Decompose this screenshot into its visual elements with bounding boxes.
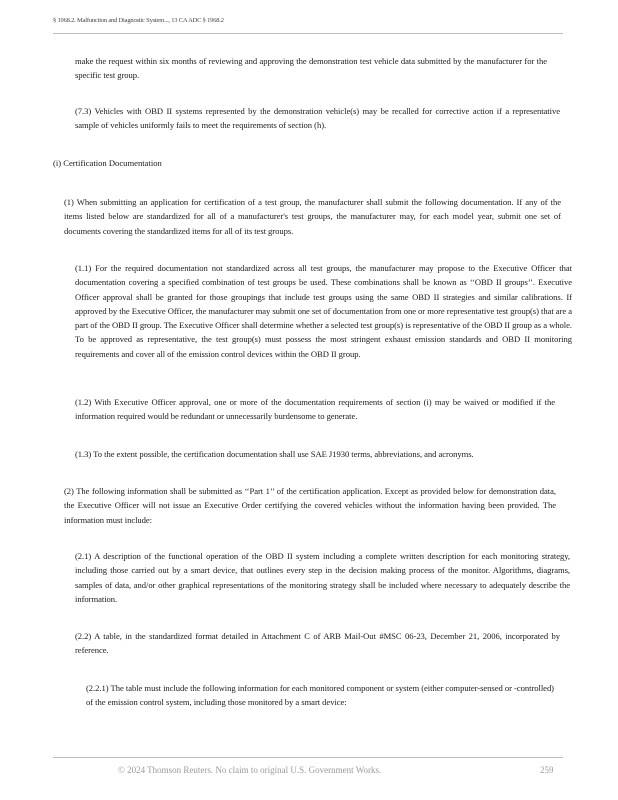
header-divider [53,33,563,34]
running-header: § 1968.2. Malfunction and Diagnostic System..., 13 CA ADC § 1968.2 [53,17,224,24]
paragraph-2: (2) The following information shall be submitted as ‘‘Part 1’’ of the certification application. Except as provided below for demonstration data, the Executive Officer will not issue an Executive Order certifying the covered vehicles without the information having been provided. The information must include: [64,486,556,525]
paragraph-1-1: (1.1) For the required documentation not standardized across all test groups, the manufacturer may propose to the Executive Officer that documentation covering a specified combination of test groups be used. These combinations shall be known as ‘‘OBD II groups’’. Executive Officer approval shall be granted for those groupings that include test groups using the same OBD II strategies and similar calibrations. If approved by the Executive Officer, the manufacturer may submit one set of documentation from one or more representative test group(s) that are a part of the OBD II group. The Executive Officer shall determine whether a selected test group(s) is representative of the OBD II group as a whole. To be approved as representative, the test group(s) must possess the most stringent exhaust emission standards and OBD II monitoring requirements and cover all of the emission control devices within the OBD II group. [75,263,572,359]
paragraph-2-1: (2.1) A description of the functional operation of the OBD II system including a complete written description for each monitoring strategy, including those carried out by a smart device, that outlines every step in the decision making process of the monitor. Algorithms, diagrams, samples of data, and/or other graphical representations of the monitoring strategy shall be included where necessary to adequately describe the information. [75,551,570,604]
paragraph-2-2: (2.2) A table, in the standardized format detailed in Attachment C of ARB Mail-Out #MSC 06-23, December 21, 2006, incorporated by reference. [75,631,560,656]
paragraph-1-3: (1.3) To the extent possible, the certification documentation shall use SAE J1930 terms, abbreviations, and acronyms. [75,449,474,459]
footer-divider [53,757,563,758]
paragraph-1-2: (1.2) With Executive Officer approval, one or more of the documentation requirements of section (i) may be waived or modified if the information required would be redundant or unnecessarily burdensome to generate. [75,397,555,422]
copyright-notice: © 2024 Thomson Reuters. No claim to original U.S. Government Works. [118,765,382,775]
section-heading-i: (i) Certification Documentation [53,158,162,168]
page-number: 259 [540,765,554,775]
paragraph-7-3: (7.3) Vehicles with OBD II systems represented by the demonstration vehicle(s) may be recalled for corrective action if a representative sample of vehicles uniformly fails to meet the requirements of section (h). [75,106,560,131]
paragraph-1: (1) When submitting an application for certification of a test group, the manufacturer shall submit the following documentation. If any of the items listed below are standardized for all of a manufacturer's test groups, the manufacturer may, for each model year, submit one set of documents covering the standardized items for all of its test groups. [64,197,561,236]
paragraph-7-2-continued: make the request within six months of reviewing and approving the demonstration test vehicle data submitted by the manufacturer for the specific test group. [75,56,547,81]
paragraph-2-2-1: (2.2.1) The table must include the following information for each monitored component or system (either computer-sensed or -controlled) of the emission control system, including those monitored by a smart device: [86,683,554,708]
